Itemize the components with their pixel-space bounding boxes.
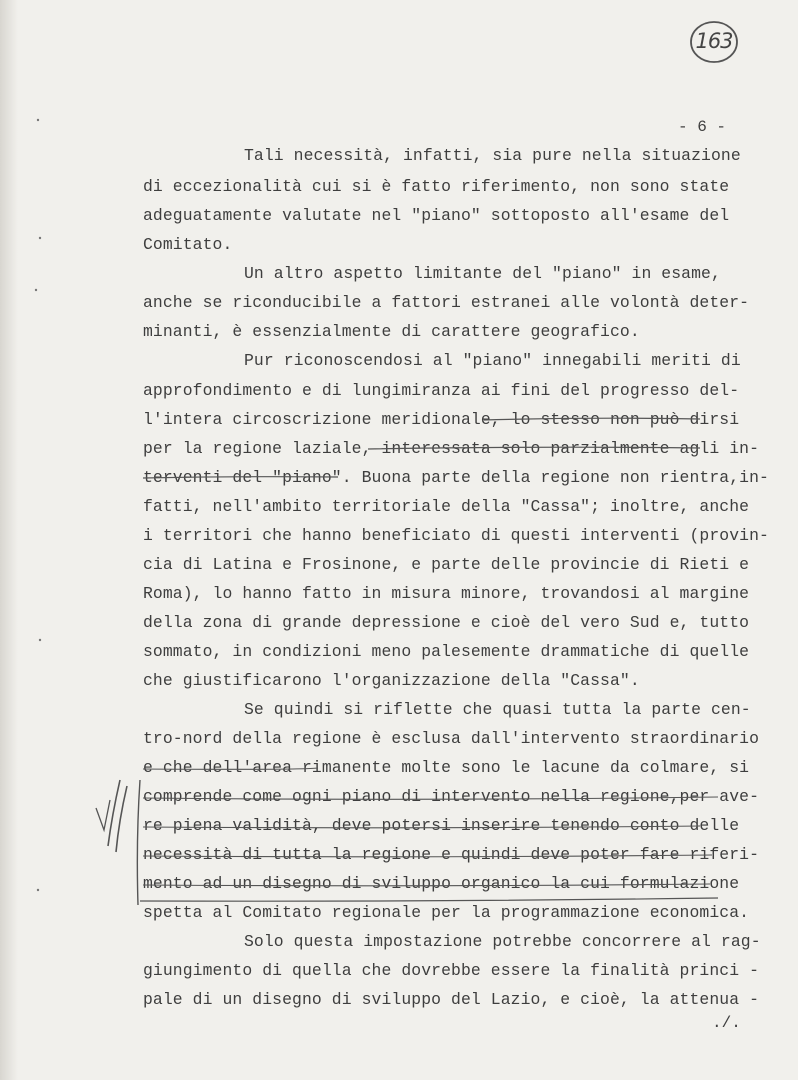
underline-mark [143,768,318,769]
text-line: adeguatamente valutate nel "piano" sottoposto all'esame del [143,206,730,225]
text-line: sommato, in condizioni meno palesemente drammatiche di quelle [143,642,750,661]
text-line: minanti, è essenzialmente di carattere geografico. [143,322,640,341]
text-line: di eccezionalità cui si è fatto riferimento, non sono state [143,177,730,196]
underline-mark [143,884,710,886]
underline-mark [143,826,700,828]
underline-mark [143,797,718,799]
margin-double-line [116,786,127,852]
text-line: i territori che hanno beneficiato di questi interventi (provin- [143,526,769,545]
text-line: giungimento di quella che dovrebbe essere la finalità princi - [143,961,760,980]
page-number: - 6 - [678,118,727,136]
margin-bracket [137,780,140,905]
text-line: per la regione laziale, interessata solo parzialmente agli in- [143,439,760,458]
text-line: e che dell'area rimanente molte sono le lacune da colmare, si [143,758,750,777]
text-line: pale di un disegno di sviluppo del Lazio, e cioè, la attenua - [143,990,760,1009]
text-line: che giustificarono l'organizzazione della "Cassa". [143,671,640,690]
continuation-mark: ./. [712,1014,741,1032]
text-line: approfondimento e di lungimiranza ai fini del progresso del- [143,381,740,400]
underline-mark [143,477,338,478]
underline-mark [368,447,700,449]
text-line: comprende come ogni piano di intervento nella regione,per ave- [143,787,760,806]
underline-mark [143,855,712,857]
text-line: Pur riconoscendosi al "piano" innegabili meriti di [244,351,741,370]
text-line: mento ad un disegno di sviluppo organico la cui formulazione [143,874,740,893]
text-line: re piena validità, deve potersi inserire tenendo conto delle [143,816,740,835]
text-line: fatti, nell'ambito territoriale della "Cassa"; inoltre, anche [143,497,750,516]
underline-mark [140,898,718,901]
text-line: Comitato. [143,235,233,254]
text-line: della zona di grande depressione e cioè del vero Sud e, tutto [143,613,750,632]
text-line: Un altro aspetto limitante del "piano" in esame, [244,264,721,283]
stamp-number: 163 [695,29,733,53]
margin-check [96,800,110,830]
text-line: Solo questa impostazione potrebbe concorrere al rag- [244,932,761,951]
text-line: cia di Latina e Frosinone, e parte delle provincie di Rieti e [143,555,750,574]
text-line: Se quindi si riflette che quasi tutta la parte cen- [244,700,751,719]
text-line: tro-nord della regione è esclusa dall'intervento straordinario [143,729,760,748]
text-line: anche se riconducibile a fattori estranei alle volontà deter- [143,293,750,312]
text-line: Roma), lo hanno fatto in misura minore, trovandosi al margine [143,584,750,603]
text-line: Tali necessità, infatti, sia pure nella situazione [244,146,741,165]
text-line: spetta al Comitato regionale per la programmazione economica. [143,903,750,922]
text-line: necessità di tutta la regione e quindi deve poter fare riferi- [143,845,760,864]
underline-mark [484,418,700,420]
text-line: l'intera circoscrizione meridionale, lo stesso non può dirsi [143,410,740,429]
text-line: terventi del "piano". Buona parte della regione non rientra,in- [143,468,769,487]
